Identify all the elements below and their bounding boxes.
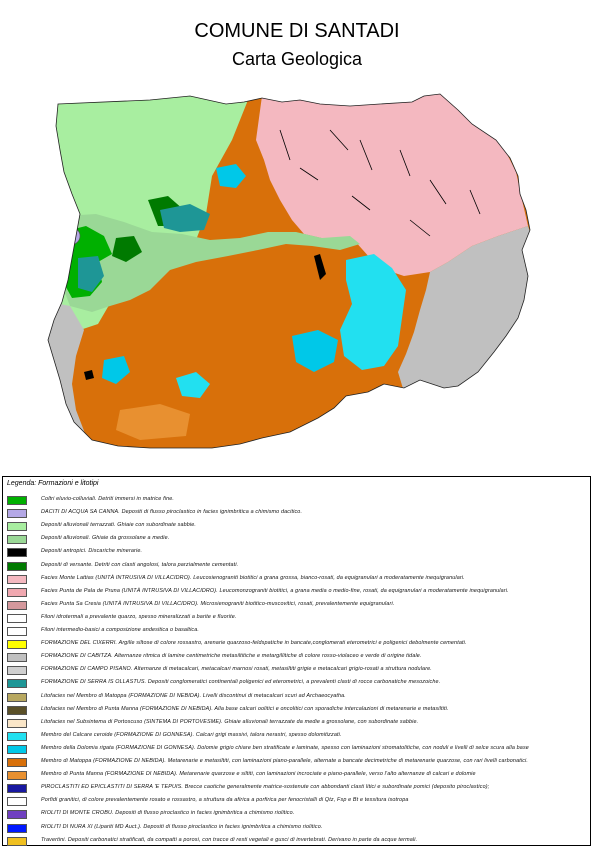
legend-item — [7, 573, 587, 586]
legend-item — [7, 704, 587, 717]
legend-label: FORMAZIONE DI SERRA IS OLLASTUS. Depositi conglomeratici continentali poligenici ed eterometrici, a prevalenti clasti di rocce carbonatiche mesozoiche. — [41, 679, 441, 686]
legend-swatch — [7, 837, 27, 846]
legend-item — [7, 494, 587, 507]
legend-label: Membro del Calcare ceroide (FORMAZIONE DI GONNESA). Calcari grigi massivi, talora nerastri, spesso dolomitizzati. — [41, 731, 342, 738]
legend-label: Depositi di versante. Detriti con clasti angolosi, talora parzialmente cementati. — [41, 561, 239, 568]
legend-item — [7, 677, 587, 690]
map-title: COMUNE DI SANTADI — [194, 20, 400, 42]
legend-swatch — [7, 679, 27, 688]
legend-label: RIOLITI DI NURA XI (Lipariti MD Auct.). Depositi di flusso piroclastico in facies ignimbritica a chimismo riolitico. — [41, 823, 323, 830]
legend-swatch — [7, 732, 27, 741]
legend-swatch — [7, 706, 27, 715]
legend-swatch — [7, 784, 27, 793]
legend-swatch — [7, 666, 27, 675]
map-legend — [2, 476, 591, 846]
legend-swatch — [7, 496, 27, 505]
legend-item — [7, 664, 587, 677]
legend-swatch — [7, 575, 27, 584]
legend-label: Membro di Matoppa (FORMAZIONE DI NEBIDA). Metarenarie e metasiltiti, con laminazioni piano-parallele, alternate a bancate decimetriche di metarenarie quarzose, con rari livelli carbonatici. — [41, 758, 529, 764]
legend-swatch — [7, 719, 27, 728]
legend-item — [7, 691, 587, 704]
legend-label: FORMAZIONE DI CAMPO PISANO. Alternanze di metacalcari, metacalcari marnosi rosati, metasiltiti grigie e metacalcari grigio-rosati a struttura nodulare. — [41, 666, 432, 673]
legend-item — [7, 560, 587, 573]
legend-swatch — [7, 640, 27, 649]
legend-label: Membro di Punta Manna (FORMAZIONE DI NEBIDA). Metarenarie quarzose e siltiti, con laminazioni incrociate e piano-parallele, verso l'alto alternanze di calcari e dolomie — [41, 771, 476, 778]
legend-label: RIOLITI DI MONTE CROBU. Depositi di flusso piroclastico in facies ignimbritica a chimismo riolitico. — [41, 810, 295, 817]
legend-label: Litofacies nel Membro di Matoppa (FORMAZIONE DI NEBIDA). Livelli discontinui di metacalcari scuri ad Archaeocyatha. — [41, 692, 346, 699]
legend-label: Litofacies nel Membro di Punta Manna (FORMAZIONE DI NEBIDA). Alla base calcari oolitici e oncolitici con sporadiche intercalazioni di metarenarie e metasiltiti. — [41, 705, 449, 712]
legend-label: Litofacies nel Subsintema di Portoscuso (SINTEMA DI PORTOVESME). Ghiaie alluvionali terrazzate da medie a grossolane, con subordinate sabbie. — [41, 718, 419, 725]
legend-item — [7, 808, 587, 821]
legend-label: Membro della Dolomia rigata (FORMAZIONE DI GONNESA). Dolomie grigio chiare ben stratificate e laminate, spesso con laminazioni stromatolitiche, con noduli e livelli di selce scura alla base — [41, 744, 529, 751]
legend-item — [7, 507, 587, 520]
legend-swatch — [7, 758, 27, 767]
legend-label: Coltri eluvio-colluviali. Detriti immersi in matrice fine. — [41, 496, 175, 502]
legend-item — [7, 835, 587, 848]
legend-swatch — [7, 601, 27, 610]
legend-swatch — [7, 614, 27, 623]
legend-swatch — [7, 824, 27, 833]
legend-item — [7, 586, 587, 599]
map-subtitle: Carta Geologica — [231, 49, 363, 69]
legend-item — [7, 756, 587, 769]
legend-label: DACITI DI ACQUA SA CANNA. Depositi di flusso piroclastico in facies ignimbritica a chimismo dacitico. — [41, 509, 303, 516]
legend-swatch — [7, 745, 27, 754]
legend-item — [7, 546, 587, 559]
legend-item — [7, 520, 587, 533]
legend-item — [7, 782, 587, 795]
legend-item — [7, 638, 587, 651]
legend-item — [7, 599, 587, 612]
legend-label: Facies Monte Lattias (UNITÀ INTRUSIVA DI VILLACIDRO). Leucosienograniti biotitici a grana grossa, bianco-rosati, da equigranulari a moderatamente inequigranulari. — [41, 574, 465, 581]
legend-item — [7, 533, 587, 546]
legend-label: Travertini. Depositi carbonatici stratificati, da compatti a porosi, con tracce di resti vegetali e gusci di invertebrati. Derivano in parte da acque termali. — [41, 836, 418, 843]
legend-item — [7, 717, 587, 730]
legend-swatch — [7, 771, 27, 780]
legend-swatch — [7, 810, 27, 819]
legend-item — [7, 730, 587, 743]
legend-label: FORMAZIONE DI CABITZA. Alternanze ritmica di lamine centimetriche metasiltitiche e metargillitiche di colore rosso-violaceo e verde di origine tidale. — [41, 653, 422, 660]
legend-swatch — [7, 522, 27, 531]
legend-label: Depositi alluvionali. Ghiaie da grossolane a medie. — [41, 535, 170, 542]
legend-item — [7, 769, 587, 782]
legend-item — [7, 743, 587, 756]
legend-item — [7, 612, 587, 625]
legend-swatch — [7, 693, 27, 702]
legend-label: Facies Punta Sa Cresia (UNITÀ INTRUSIVA DI VILLACIDRO). Microsienograniti biotitico-muscovitici, rosati, prevalentemente equigranulari. — [41, 600, 395, 607]
legend-label: Filoni intermedio-basici a composizione andesitica o basaltica. — [41, 627, 200, 633]
legend-label: Porfidi granitici, di colore prevalentemente rosato e rossastro, a struttura da afirica a porfirica per fenocristalli di Qtz, Fsp e Bt e tessitura isotropa — [41, 797, 409, 804]
legend-label: Depositi alluvionali terrazzati. Ghiaie con subordinate sabbie. — [41, 522, 197, 529]
legend-label: PIROCLASTITI ED EPICLASTITI DI SERRA 'E TEPUIS. Brecce caotiche generalmente matrice-sostenute con abbondanti clasti litici e subordinate pomici (deposito piroclastico); — [41, 784, 490, 791]
legend-item — [7, 651, 587, 664]
legend-swatch — [7, 653, 27, 662]
legend-swatch — [7, 535, 27, 544]
legend-item — [7, 795, 587, 808]
legend-swatch — [7, 562, 27, 571]
legend-label: FORMAZIONE DEL CIXERRI. Argille siltose di colore rossastro, arenarie quarzoso-feldspatiche in bancate,conglomerati eterometrici e poligenici debolmente cementati. — [41, 640, 467, 647]
legend-heading: Legenda: Formazioni e litotipi — [7, 480, 99, 487]
legend-item — [7, 822, 587, 835]
legend-swatch — [7, 548, 27, 557]
legend-label: Facies Punta de Pala de Pruna (UNITÀ INTRUSIVA DI VILLACIDRO). Leucomonzograniti biotitici, a grana media o medio-fine, rosati, da equigranulari a moderatamente inequigranulari. — [41, 587, 509, 594]
legend-label: Depositi antropici. Discariche minerarie. — [41, 548, 143, 555]
legend-swatch — [7, 797, 27, 806]
legend-swatch — [7, 588, 27, 597]
legend-item — [7, 625, 587, 638]
legend-swatch — [7, 509, 27, 518]
legend-swatch — [7, 627, 27, 636]
legend-label: Filoni idrotermali a prevalente quarzo, spesso mineralizzati a barite e fluorite. — [41, 613, 237, 620]
